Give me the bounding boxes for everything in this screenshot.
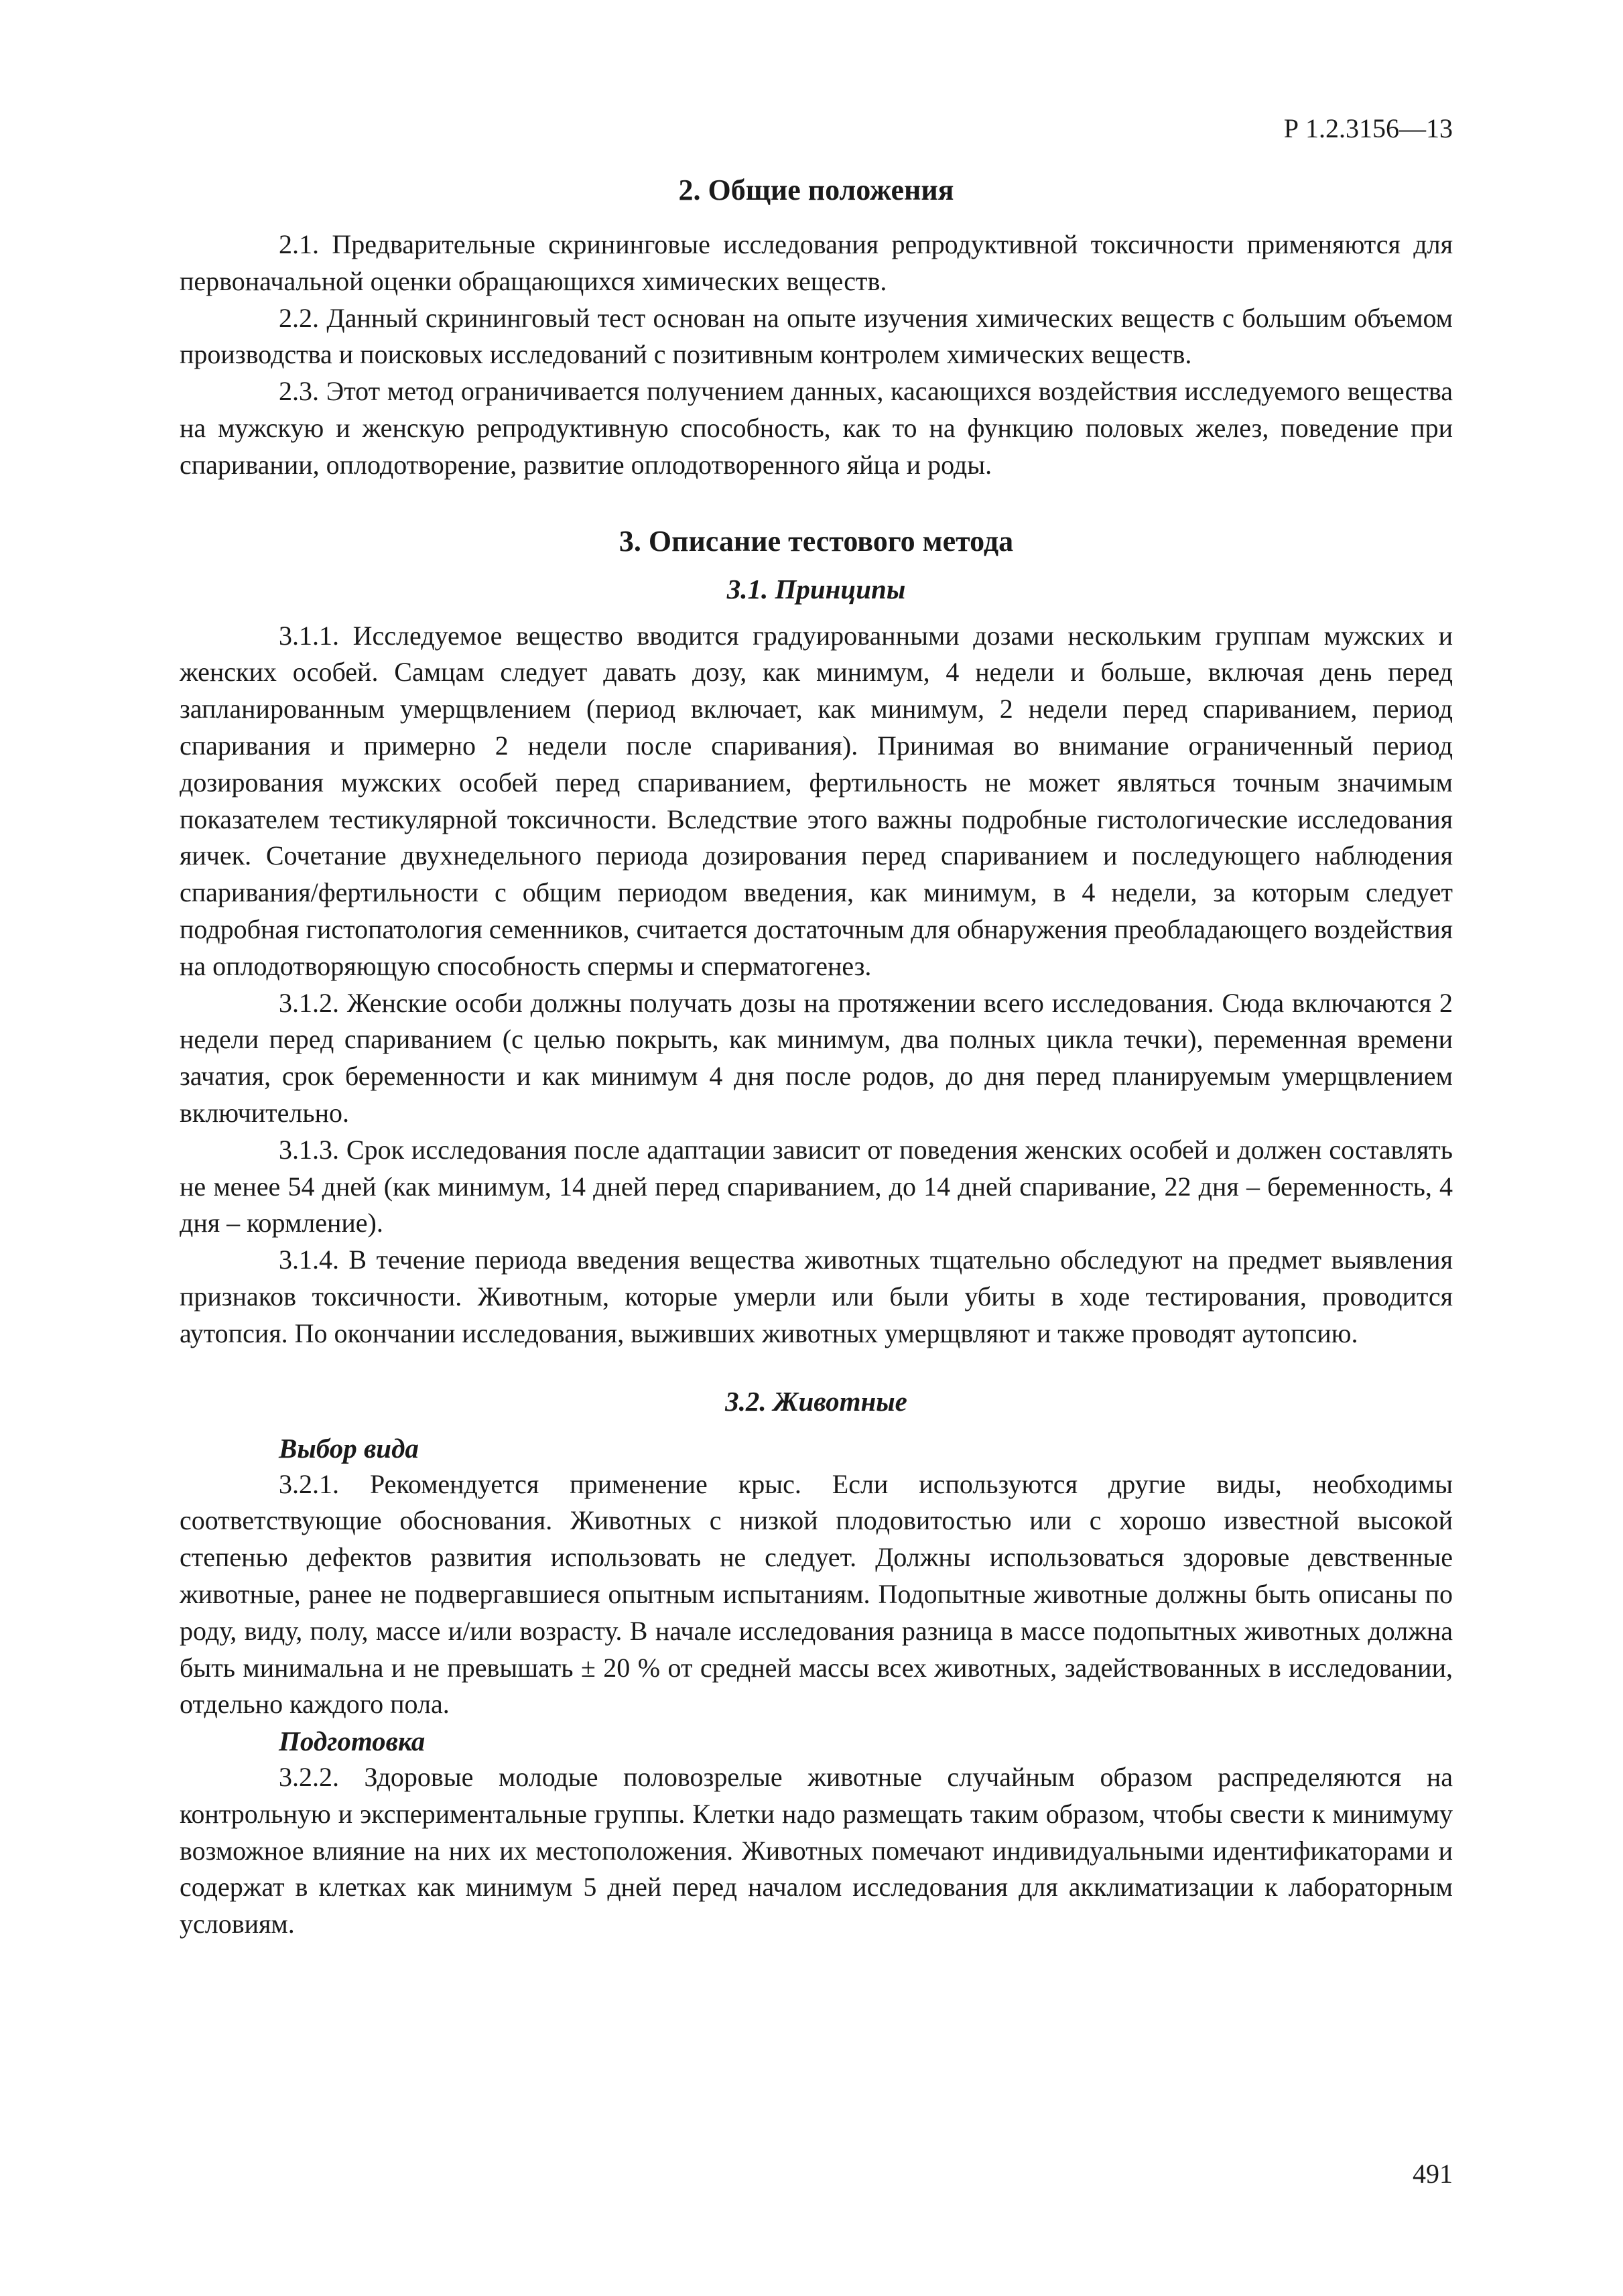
subsection-3-1-title: 3.1. Принципы [726,573,906,604]
paragraph-2-2: 2.2. Данный скрининговый тест основан на опыте изучения химических веществ с большим объемом производства и поисковых исследований с позитивным контролем химических веществ. [180,302,1453,370]
document-code: Р 1.2.3156—13 [1283,113,1453,143]
document-page [180,0,1453,2296]
paragraph-2-3: 2.3. Этот метод ограничивается получением данных, касающихся воздействия исследуемого вещества на мужскую и женскую репродуктивную способность, как то на функцию половых желез, поведение при спаривании, оплодотворение, развитие оплодотворенного яйца и роды. [180,376,1453,480]
paragraph-3-1-4: 3.1.4. В течение периода введения вещества животных тщательно обследуют на предмет выявления признаков токсичности. Животным, которые умерли или были убиты в ходе тестирования, проводится аутопсия. По окончании исследования, выживших животных умерщвляют и также проводят аутопсию. [180,1245,1453,1348]
section-3-title: 3. Описание тестового метода [619,524,1014,558]
paragraph-3-2-2: 3.2.2. Здоровые молодые половозрелые животные случайным образом распределяются на контрольную и экспериментальные группы. Клетки надо размещать таким образом, чтобы свести к минимуму возможное влияние на них их местоположения. Животных помечают индивидуальными идентификаторами и содержат в клетках как минимум 5 дней перед началом исследования для акклиматизации к лабораторным условиям. [180,1762,1453,1939]
page-number: 491 [1413,2159,1453,2189]
preparation-heading: Подготовка [279,1726,426,1757]
page-content [180,172,1453,1943]
paragraph-2-1: 2.1. Предварительные скрининговые исследования репродуктивной токсичности применяются для первоначальной оценки обращающихся химических веществ. [180,229,1453,296]
species-selection-heading: Выбор вида [279,1432,419,1464]
paragraph-3-1-3: 3.1.3. Срок исследования после адаптации зависит от поведения женских особей и должен составлять не менее 54 дней (как минимум, 14 дней перед спариванием, до 14 дней спаривание, 22 дня – беременность, 4 дня – кормление). [180,1134,1453,1238]
paragraph-3-1-2: 3.1.2. Женские особи должны получать дозы на протяжении всего исследования. Сюда включаются 2 недели перед спариванием (с целью покрыть, как минимум, два полных цикла течки), переменная времени зачатия, срок беременности и как минимум 4 дня после родов, до дня перед планируемым умерщвлением включительно. [180,987,1453,1128]
subsection-3-2-title: 3.2. Животные [725,1385,907,1417]
paragraph-3-1-1: 3.1.1. Исследуемое вещество вводится градуированными дозами нескольким группам мужских и женских особей. Самцам следует давать дозу, как минимум, 4 недели и больше, включая день перед запланированным умерщвлением (период включает, как минимум, 2 недели перед спариванием, период спаривания и примерно 2 недели после спаривания). Принимая во внимание ограниченный период дозирования мужских особей перед спариванием, фертильность не может являться точным значимым показателем тестикулярной токсичности. Вследствие этого важны подробные гистологические исследования яичек. Сочетание двухнедельного периода дозирования перед спариванием и последующего наблюдения спаривания/фертильности с общим периодом введения, как минимум, в 4 недели, за которым следует подробная гистопатология семенников, считается достаточным для обнаружения преобладающего воздействия на оплодотворяющую способность спермы и сперматогенез. [180,620,1453,981]
paragraph-3-2-1: 3.2.1. Рекомендуется применение крыс. Если используются другие виды, необходимы соответствующие обоснования. Животных с низкой плодовитостью или с хорошо известной высокой степенью дефектов развития использовать не следует. Должны использоваться здоровые девственные животные, ранее не подвергавшиеся опытным испытаниям. Подопытные животные должны быть описаны по роду, виду, полу, массе и/или возрасту. В начале исследования разница в массе подопытных животных должна быть минимальна и не превышать ± 20 % от средней массы всех животных, задействованных в исследовании, отдельно каждого пола. [180,1468,1453,1720]
section-2-title: 2. Общие положения [678,174,954,206]
